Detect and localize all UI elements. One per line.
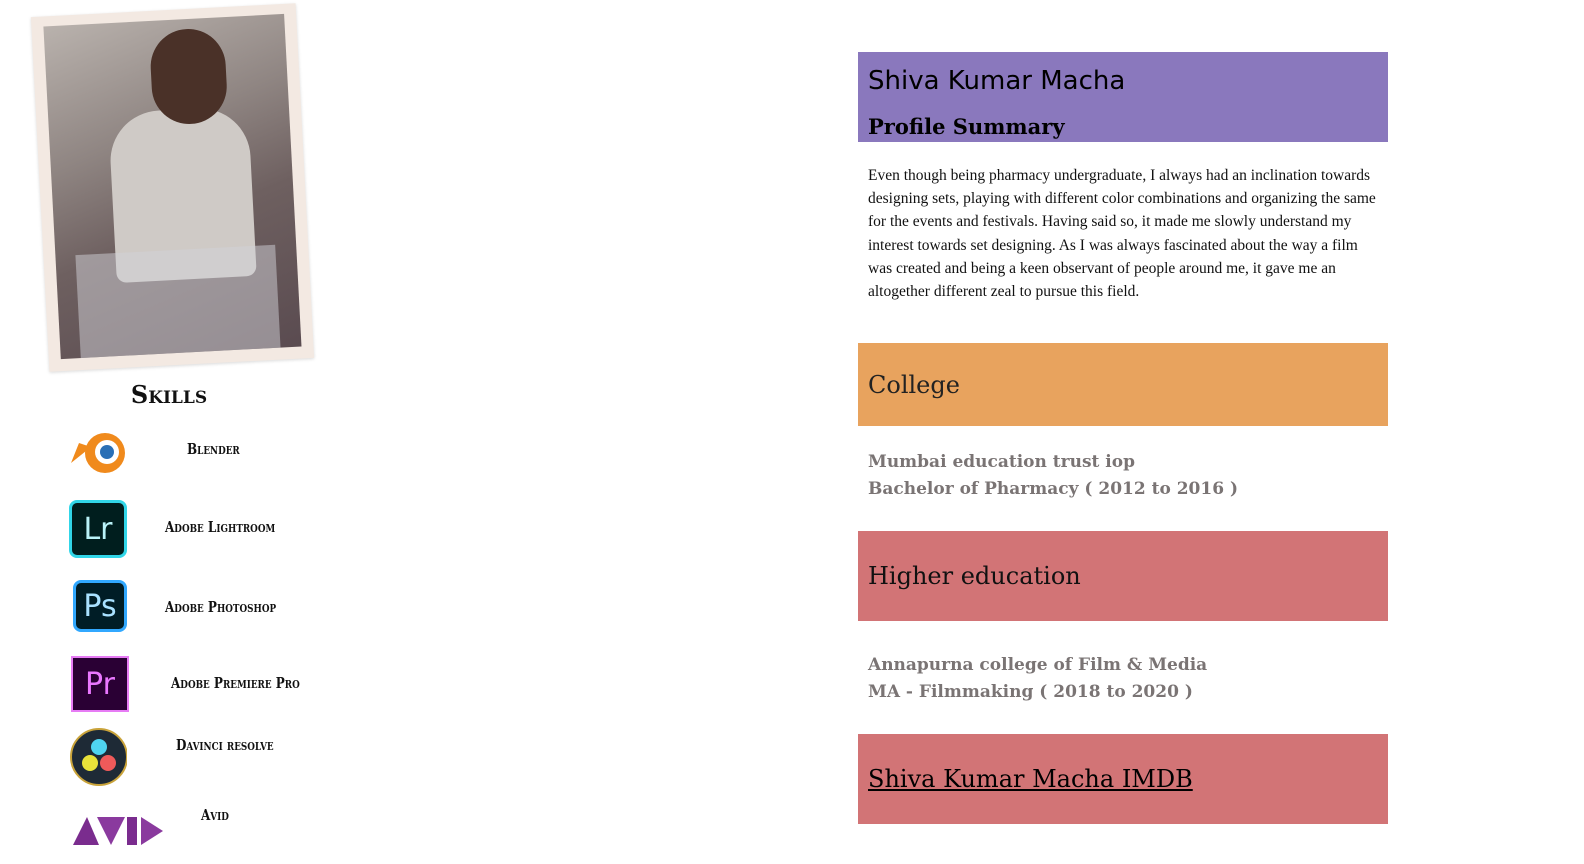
skill-label: Davinci resolve — [176, 736, 274, 754]
profile-name: Shiva Kumar Macha — [868, 66, 1126, 96]
skill-label: Adobe Lightroom — [165, 518, 276, 536]
skill-premiere — [65, 656, 345, 720]
skill-label: Adobe Premiere Pro — [171, 674, 300, 692]
premiere-icon: Pr — [71, 656, 129, 712]
higher-education-details — [868, 652, 1207, 706]
davinci-icon — [69, 728, 127, 786]
skill-davinci — [65, 728, 345, 792]
imdb-section — [858, 734, 1388, 824]
profile-header — [858, 52, 1388, 142]
skill-blender — [65, 422, 345, 486]
college-institution: Mumbai education trust iop — [868, 452, 1135, 472]
higher-education-heading: Higher education — [858, 531, 1388, 621]
lightroom-icon: Lr — [69, 500, 127, 558]
profile-summary-heading: Profile Summary — [868, 114, 1065, 139]
avid-icon — [69, 800, 165, 858]
skills-heading: Skills — [130, 380, 208, 409]
higher-degree: MA - Filmmaking ( 2018 to 2020 ) — [868, 682, 1193, 702]
profile-photo — [43, 14, 301, 359]
higher-institution: Annapurna college of Film & Media — [868, 655, 1208, 675]
skill-photoshop — [65, 580, 345, 644]
skill-label: Avid — [201, 806, 229, 824]
skill-label: Blender — [187, 440, 240, 458]
college-details — [868, 449, 1238, 503]
profile-summary-text: Even though being pharmacy undergraduate, I always had an inclination towards designing sets, playing with different color combinations and organizing the same for the events and festivals. Having said so, it made me slowly understand my interest towards set designing. As I was always fascinated about the way a film was created and being a keen observant of people around me, it gave me an altogether different zeal to pursue this field. — [868, 167, 1376, 301]
photoshop-icon: Ps — [73, 580, 127, 632]
profile-photo-frame — [31, 3, 314, 371]
blender-icon — [69, 422, 127, 480]
imdb-link[interactable]: Shiva Kumar Macha IMDB — [868, 765, 1193, 793]
college-degree: Bachelor of Pharmacy ( 2012 to 2016 ) — [868, 479, 1238, 499]
skill-lightroom — [65, 500, 345, 564]
skill-avid — [65, 800, 345, 864]
skill-label: Adobe Photoshop — [165, 598, 277, 616]
college-heading: College — [858, 343, 1388, 426]
